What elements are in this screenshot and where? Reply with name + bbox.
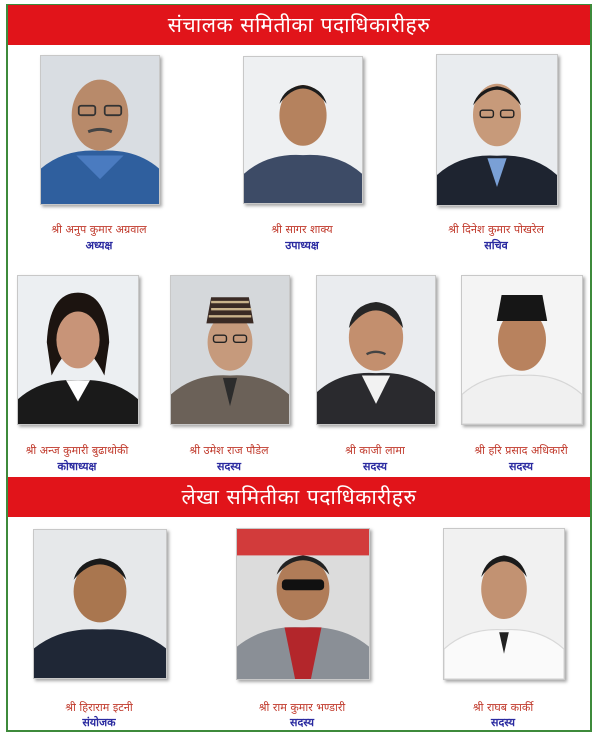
member-photo <box>461 275 583 425</box>
member-photo <box>443 528 565 680</box>
member-photo <box>316 275 436 425</box>
audit-section-title: लेखा समितीका पदाधिकारीहरु <box>8 477 590 517</box>
member-name: श्री राम कुमार भण्डारी <box>258 701 346 714</box>
member-name: श्री उमेश राज पौडेल <box>189 444 269 457</box>
member-role: उपाध्यक्ष <box>285 239 319 252</box>
member-photo <box>436 54 558 206</box>
member-name: श्री हिराराम इटनी <box>65 701 133 714</box>
member-photo <box>17 275 139 425</box>
member-role: सदस्य <box>290 716 314 729</box>
member-name: श्री काजी लामा <box>345 444 405 457</box>
member-role: संयोजक <box>82 716 116 729</box>
member-role: सदस्य <box>363 460 387 473</box>
member-photo <box>243 56 363 204</box>
member-role: सदस्य <box>217 460 241 473</box>
member-name: श्री हरि प्रसाद अधिकारी <box>474 444 568 457</box>
member-name: श्री सागर शाक्य <box>271 223 333 236</box>
member-name: श्री अन्ज कुमारी बुढाथोकी <box>25 444 129 457</box>
member-photo <box>236 528 370 680</box>
member-role: सचिव <box>484 239 508 252</box>
member-role: कोषाध्यक्ष <box>57 460 97 473</box>
member-photo <box>170 275 290 425</box>
member-name: श्री दिनेश कुमार पोखरेल <box>448 223 544 236</box>
member-photo <box>33 529 167 679</box>
member-name: श्री राघब कार्की <box>472 701 534 714</box>
member-role: सदस्य <box>491 716 515 729</box>
member-role: सदस्य <box>509 460 533 473</box>
member-photo <box>40 55 160 205</box>
board-section-title: संचालक समितीका पदाधिकारीहरु <box>8 5 590 45</box>
member-name: श्री अनुप कुमार अग्रवाल <box>51 223 147 236</box>
member-role: अध्यक्ष <box>85 239 113 252</box>
